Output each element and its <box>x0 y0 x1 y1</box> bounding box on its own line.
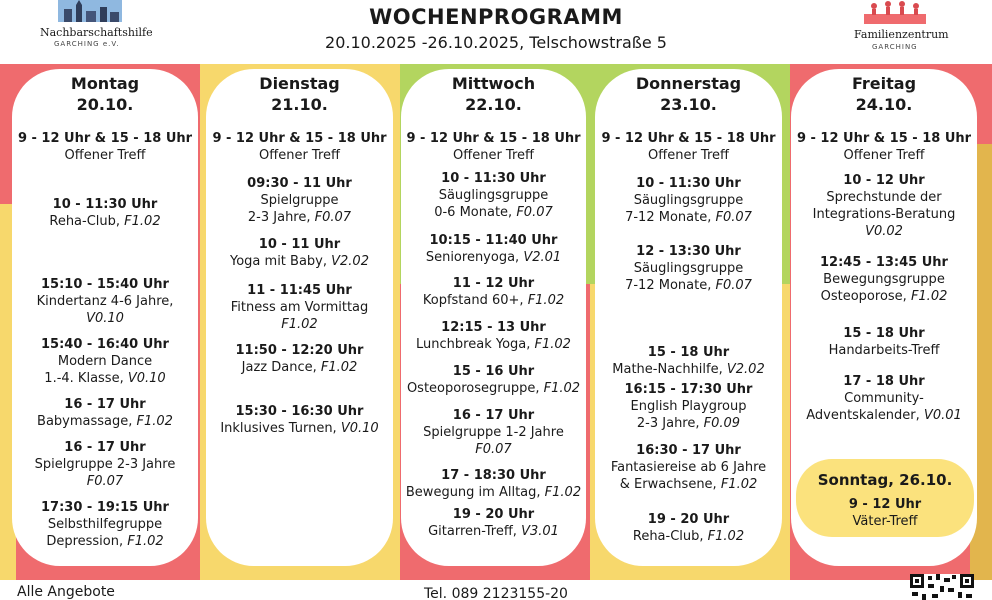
event-room: F0.07 <box>715 210 752 225</box>
day-card-mittwoch <box>401 69 586 566</box>
event-time: 15 - 18 Uhr <box>647 345 730 360</box>
event-desc: Spielgruppe 2-3 Jahre, F0.07 <box>247 193 352 225</box>
event-time: 11 - 12 Uhr <box>452 276 535 291</box>
event-item <box>206 343 393 376</box>
event-item <box>12 197 198 230</box>
event-desc: Community- Adventskalender, V0.01 <box>806 391 962 423</box>
event-room: V0.02 <box>865 224 903 239</box>
event-item <box>595 244 782 294</box>
event-time: 10 - 11 Uhr <box>258 237 341 252</box>
event-item <box>791 326 977 359</box>
event-time: 9 - 12 Uhr & 15 - 18 Uhr <box>796 131 972 146</box>
event-desc: Seniorenyoga, V2.01 <box>425 250 562 265</box>
event-item <box>595 443 782 493</box>
event-desc: Väter-Treff <box>852 514 918 529</box>
event-desc: Bewegungsgruppe Osteoporose, F1.02 <box>820 272 948 304</box>
event-desc: Fantasiereise ab 6 Jahre & Erwachsene, F1.02 <box>610 460 767 492</box>
event-time: 16:15 - 17:30 Uhr <box>624 382 753 397</box>
event-room: F1.02 <box>543 381 581 396</box>
day-title: Donnerstag 23.10. <box>635 74 742 114</box>
event-item <box>401 320 586 353</box>
event-time: 17 - 18 Uhr <box>843 374 925 389</box>
logo-right-sub: GARCHING <box>872 43 918 51</box>
event-desc: Bewegung im Alltag, F1.02 <box>405 485 582 500</box>
event-item <box>206 404 393 437</box>
event-time: 09:30 - 11 Uhr <box>247 176 352 191</box>
event-item <box>12 337 198 387</box>
event-room: V3.01 <box>521 524 559 539</box>
event-room: V0.01 <box>923 408 962 423</box>
event-time: 15:30 - 16:30 Uhr <box>235 404 364 419</box>
event-room: F1.02 <box>127 534 164 549</box>
event-desc: Spielgruppe 1-2 Jahre F0.07 <box>423 425 564 457</box>
event-room: F1.02 <box>527 293 565 308</box>
day-card-dienstag <box>206 69 393 566</box>
event-time: 12 - 13:30 Uhr <box>636 244 741 259</box>
event-room: V0.10 <box>127 371 166 386</box>
event-desc: Jazz Dance, F1.02 <box>241 360 358 375</box>
event-room: F0.07 <box>475 442 512 457</box>
event-desc: Selbsthilfegruppe Depression, F1.02 <box>46 517 164 549</box>
event-time: 16 - 17 Uhr <box>64 397 146 412</box>
event-room: F0.07 <box>86 474 124 489</box>
event-time: 12:15 - 13 Uhr <box>441 320 546 335</box>
event-room: F1.02 <box>281 317 318 332</box>
event-desc: Offener Treff <box>64 148 146 163</box>
event-time: 9 - 12 Uhr & 15 - 18 Uhr <box>212 131 387 146</box>
footer-phone: Tel. 089 2123155-20 <box>424 586 568 600</box>
event-time: 10 - 12 Uhr <box>843 173 925 188</box>
sunday-title: Sonntag, 26.10. <box>817 471 953 489</box>
event-desc: Reha-Club, F1.02 <box>49 214 161 229</box>
event-time: 10 - 11:30 Uhr <box>52 197 158 212</box>
event-room: F0.09 <box>703 416 741 431</box>
event-time: 15 - 16 Uhr <box>452 364 535 379</box>
event-desc: Yoga mit Baby, V2.02 <box>230 254 369 269</box>
event-item <box>791 131 977 164</box>
event-item <box>401 364 586 397</box>
event-item <box>12 277 198 327</box>
event-item <box>595 131 782 164</box>
event-time: 15:10 - 15:40 Uhr <box>41 277 169 292</box>
event-room: F1.02 <box>136 414 173 429</box>
event-item <box>401 171 586 221</box>
event-item <box>791 374 977 424</box>
page-title: WOCHENPROGRAMM <box>369 5 623 29</box>
event-room: F1.02 <box>707 529 745 544</box>
event-item <box>401 131 586 164</box>
day-title: Dienstag 21.10. <box>259 74 340 114</box>
page-subtitle: 20.10.2025 -26.10.2025, Telschowstraße 5 <box>325 33 667 52</box>
event-item <box>791 173 977 240</box>
logo-left-sub: GARCHING e.V. <box>54 40 120 48</box>
event-desc: Säuglingsgruppe 7-12 Monate, F0.07 <box>625 261 752 293</box>
qr-code-icon <box>910 574 974 600</box>
event-item <box>206 283 393 333</box>
event-time: 9 - 12 Uhr <box>848 497 922 512</box>
event-time: 12:45 - 13:45 Uhr <box>820 255 948 270</box>
event-desc: Kopfstand 60+, F1.02 <box>422 293 565 308</box>
event-item <box>401 233 586 266</box>
event-room: V2.02 <box>726 362 765 377</box>
event-room: F0.07 <box>715 278 752 293</box>
event-item <box>206 131 393 164</box>
event-time: 16:30 - 17 Uhr <box>636 443 741 458</box>
event-time: 15 - 18 Uhr <box>843 326 925 341</box>
event-item <box>401 507 586 540</box>
event-desc: Osteoporosegruppe, F1.02 <box>406 381 581 396</box>
event-item <box>206 237 393 270</box>
event-item <box>12 397 198 430</box>
event-room: F1.02 <box>124 214 161 229</box>
event-item <box>12 500 198 550</box>
event-desc: Fitness am Vormittag F1.02 <box>230 300 369 332</box>
event-time: 15:40 - 16:40 Uhr <box>41 337 169 352</box>
event-item <box>595 512 782 545</box>
event-desc: Sprechstunde der Integrations-Beratung V0.02 <box>812 190 956 239</box>
event-room: F1.02 <box>720 477 758 492</box>
event-desc: Lunchbreak Yoga, F1.02 <box>416 337 571 352</box>
event-desc: Gitarren-Treff, V3.01 <box>428 524 559 539</box>
event-item <box>206 176 393 226</box>
event-desc: Offener Treff <box>453 148 534 163</box>
event-desc: Offener Treff <box>648 148 729 163</box>
event-desc: Säuglingsgruppe 7-12 Monate, F0.07 <box>625 193 752 225</box>
event-time: 17:30 - 19:15 Uhr <box>41 500 169 515</box>
event-desc: Inklusives Turnen, V0.10 <box>220 421 379 436</box>
day-card-donnerstag <box>595 69 782 566</box>
event-time: 11:50 - 12:20 Uhr <box>235 343 364 358</box>
event-item <box>12 440 198 490</box>
event-room: F1.02 <box>910 289 948 304</box>
event-time: 19 - 20 Uhr <box>452 507 535 522</box>
event-item <box>12 131 198 164</box>
event-desc: Mathe-Nachhilfe, V2.02 <box>612 362 765 377</box>
event-time: 9 - 12 Uhr & 15 - 18 Uhr <box>17 131 193 146</box>
event-room: F1.02 <box>320 360 358 375</box>
event-room: F0.07 <box>314 210 352 225</box>
event-item <box>595 176 782 226</box>
day-title: Mittwoch 22.10. <box>451 74 536 114</box>
event-item <box>595 345 782 378</box>
footer-all-offers: Alle Angebote <box>17 584 115 600</box>
event-desc: Offener Treff <box>843 148 925 163</box>
logo-right-name: Familienzentrum <box>854 28 949 41</box>
event-item <box>401 468 586 501</box>
sunday-box <box>796 459 974 537</box>
event-desc: Modern Dance 1.-4. Klasse, V0.10 <box>44 354 166 386</box>
sunday-event <box>796 497 974 530</box>
day-title: Freitag 24.10. <box>851 74 917 114</box>
event-time: 16 - 17 Uhr <box>452 408 535 423</box>
event-desc: English Playgroup 2-3 Jahre, F0.09 <box>630 399 747 431</box>
event-desc: Säuglingsgruppe 0-6 Monate, F0.07 <box>434 188 553 220</box>
event-item <box>401 408 586 458</box>
event-time: 10 - 11:30 Uhr <box>636 176 741 191</box>
event-item <box>595 382 782 432</box>
event-room: F1.02 <box>534 337 571 352</box>
event-item <box>401 276 586 309</box>
event-room: V2.01 <box>523 250 562 265</box>
event-room: V0.10 <box>340 421 379 436</box>
event-desc: Kindertanz 4-6 Jahre, V0.10 <box>36 294 174 326</box>
event-desc: Spielgruppe 2-3 Jahre F0.07 <box>34 457 176 489</box>
event-time: 10:15 - 11:40 Uhr <box>429 233 558 248</box>
event-item <box>791 255 977 305</box>
logo-left-name: Nachbarschaftshilfe <box>40 26 153 39</box>
event-time: 9 - 12 Uhr & 15 - 18 Uhr <box>601 131 776 146</box>
event-time: 16 - 17 Uhr <box>64 440 146 455</box>
event-time: 11 - 11:45 Uhr <box>247 283 352 298</box>
event-time: 17 - 18:30 Uhr <box>441 468 546 483</box>
event-room: V2.02 <box>331 254 369 269</box>
event-room: F1.02 <box>544 485 582 500</box>
event-time: 19 - 20 Uhr <box>647 512 730 527</box>
event-time: 10 - 11:30 Uhr <box>441 171 546 186</box>
event-desc: Handarbeits-Treff <box>828 343 940 358</box>
event-desc: Babymassage, F1.02 <box>37 414 173 429</box>
event-room: F0.07 <box>516 205 553 220</box>
event-desc: Reha-Club, F1.02 <box>632 529 745 544</box>
event-time: 9 - 12 Uhr & 15 - 18 Uhr <box>406 131 581 146</box>
day-title: Montag 20.10. <box>70 74 140 114</box>
event-desc: Offener Treff <box>259 148 340 163</box>
event-room: V0.10 <box>86 311 124 326</box>
day-card-montag <box>12 69 198 566</box>
